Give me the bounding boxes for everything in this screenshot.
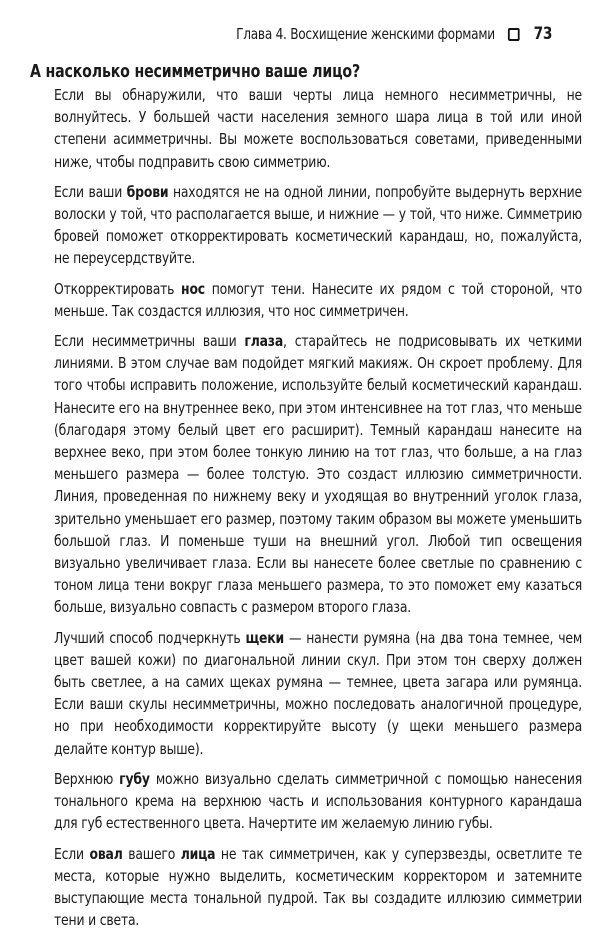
bold-term: глаза <box>244 332 284 351</box>
text-run: — нанести румяна (на два тона темнее, чем цвет вашей кожи) по диагональной линии скул. При этом тон сверху должен быть светлее, а на самих щеках румяна — темнее, цвета загара или румянца. Если ваши скулы несимметричны, можно последовать аналогичной процедуре, но при необходимости корректируйте высоту (у щеки меньшего размера делайте контур выше). <box>54 628 583 758</box>
text-run: можно визуально сделать симметричной с помощью нанесения тонального крема на верхнюю часть и использования контурного карандаша для губ естественного цвета. Начертите им желаемую линию губы. <box>54 769 583 833</box>
body-text <box>54 84 582 939</box>
text-run: Лучший способ подчеркнуть <box>54 628 246 647</box>
paragraph <box>54 330 582 619</box>
text-run: Если ваши <box>54 182 127 201</box>
text-run: , старайтесь не подрисовывать их четкими линиями. В этом случае вам подойдет мягкий макияж. Он скроет проблему. Для того чтобы исправить положение, используйте белый косметический карандаш. Нанесите его на внутреннее веко, при этом интенсивнее на тот глаз, что меньше (благодаря этому белый цвет его расширит). Темный карандаш нанесите на верхнее веко, при этом более тонкую линию на тот глаз, что больше, а на глаз меньшего размера — более толстую. Это создаст иллюзию симметричности. Линия, проведенная по нижнему веку и уходящая во внутренний уголок глаза, зрительно уменьшает его размер, поэтому таким образом вы можете уменьшить большой глаз. И поменьше туши на внешний угол. Любой тип освещения визуально увеличивает глаза. Если вы нанесете более светлые по сравнению с тоном лица тени вокруг глаза меньшего размера, то это поможет ему казаться больше, визуально совпасть с размером второго глаза. <box>54 332 583 617</box>
section-title: А насколько несимметрично ваше лицо? <box>30 62 361 82</box>
text-run: Если несимметричны ваши <box>54 332 245 351</box>
paragraph <box>54 278 582 322</box>
bold-term: овал <box>89 844 123 863</box>
bold-term: губу <box>119 769 150 788</box>
text-run: помогут тени. Нанесите их рядом с той стороной, что меньше. Так создастся иллюзия, что нос симметричен. <box>54 279 583 320</box>
bold-term: щеки <box>245 628 285 647</box>
hollow-square-icon <box>507 28 519 41</box>
text-run: Откорректировать <box>54 279 182 298</box>
paragraph <box>54 768 582 835</box>
paragraph <box>54 84 582 173</box>
page-number: 73 <box>533 24 552 44</box>
paragraph <box>54 181 582 270</box>
bold-term: брови <box>126 182 169 201</box>
text-run: не так симметричен, как у суперзвезды, осветлите те места, которые нужно выделить, косметическим корректором и затемните выступающие места тональной пудрой. Так вы создадите иллюзию симметрии тени и света. <box>54 844 583 930</box>
bold-term: нос <box>181 279 205 298</box>
paragraph <box>54 843 582 932</box>
text-run: Верхнюю <box>54 769 120 788</box>
paragraph <box>54 627 582 760</box>
text-run: Если вы обнаружили, что ваши черты лица немного несимметричны, не волнуйтесь. У большей части населения земного шара лица в той или иной степени асимметричны. Вы можете воспользоваться советами, приведенными ниже, чтобы подправить свою симметрию. <box>54 86 583 171</box>
text-run: вашего <box>122 844 181 863</box>
text-run: Если <box>54 844 90 863</box>
bold-term: лица <box>180 844 216 863</box>
running-head <box>236 24 552 44</box>
text-run: находятся не на одной линии, попробуйте выдернуть верхние волоски у той, что располагается выше, и нижние — у той, что ниже. Симметрию бровей поможет откорректировать косметический карандаш, но, пожалуйста, не переусердствуйте. <box>54 182 583 268</box>
chapter-title: Глава 4. Восхищение женскими формами <box>235 25 495 43</box>
